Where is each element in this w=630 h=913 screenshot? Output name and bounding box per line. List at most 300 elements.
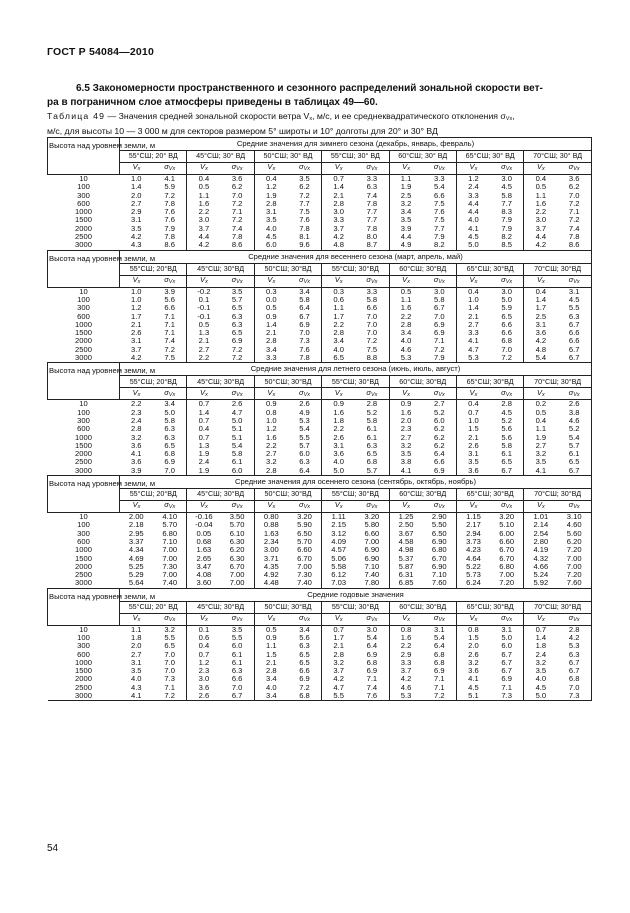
sigma-value-cell: 6.90 <box>423 563 457 571</box>
sigma-value-cell: 5.4 <box>423 183 457 191</box>
sigma-value-cell: 7.1 <box>423 675 457 683</box>
vx-value-cell: 0.5 <box>266 624 277 634</box>
sigma-value-cell: 7.1 <box>355 675 389 683</box>
symbol-subscript: Vx <box>236 166 243 173</box>
symbol-vx <box>254 275 288 287</box>
symbol-main: σ <box>501 387 506 397</box>
vx-value-cell: 2.2 <box>266 440 277 450</box>
vx-value-cell: 3.2 <box>400 440 412 450</box>
vx-value-cell: 0.6 <box>333 294 344 304</box>
vx-value-cell: 3.00 <box>263 545 279 555</box>
sigma-value-cell: 6.3 <box>220 667 254 675</box>
symbol-main: V <box>199 275 206 285</box>
sigma-value-cell: 6.3 <box>288 458 322 466</box>
vx-value-cell: 4.98 <box>398 545 414 555</box>
height-cell: 1500 <box>75 328 92 338</box>
sigma-value-cell: 6.8 <box>557 675 591 683</box>
symbol-subscript: x <box>474 617 478 624</box>
vx-value-cell: 0.6 <box>198 632 210 642</box>
symbol-row <box>48 163 592 175</box>
symbol-subscript: Vx <box>168 279 176 286</box>
height-cell: 10 <box>79 399 88 409</box>
sigma-value-cell: 6.7 <box>490 659 524 667</box>
vx-value-cell: 1.15 <box>466 512 481 522</box>
vx-value-cell: 1.4 <box>266 319 277 329</box>
symbol-main: σ <box>568 500 574 510</box>
symbol-subscript: Vx <box>236 504 243 511</box>
symbol-sigma-vx <box>423 275 457 287</box>
sigma-value-cell: 4.5 <box>490 409 524 417</box>
sector-header: 50°СШ; 30°ВД <box>254 376 321 388</box>
vx-value-cell: 1.7 <box>333 632 344 642</box>
caption-text-part-3: , <box>512 111 515 121</box>
sigma-value-cell: 8.2 <box>423 241 457 250</box>
sigma-value-cell: 7.00 <box>220 579 254 588</box>
symbol-subscript: Vx <box>236 617 243 624</box>
sector-header: 55°СШ; 20° ВД <box>120 601 187 613</box>
sigma-value-cell: 5.2 <box>490 417 524 425</box>
sigma-value-cell: 7.9 <box>490 216 524 224</box>
sigma-value-cell: 7.2 <box>288 192 322 200</box>
vx-value-cell: 0.9 <box>266 632 277 642</box>
vx-value-cell: 4.1 <box>524 467 558 476</box>
sigma-value-cell: 5.4 <box>220 442 254 450</box>
sigma-value-cell: 6.1 <box>220 651 254 659</box>
vx-value-cell: 1.6 <box>198 198 210 208</box>
sigma-value-cell: 6.7 <box>423 304 457 312</box>
symbol-subscript: x <box>137 617 141 624</box>
sigma-value-cell: 6.70 <box>220 563 254 571</box>
symbol-main: V <box>334 162 340 172</box>
vx-value-cell: 3.3 <box>468 328 479 338</box>
sigma-value-cell: 6.7 <box>490 667 524 675</box>
sector-header: 70°СШ; 30°ВД <box>524 489 592 501</box>
sector-header: 45°СШ; 30°ВД <box>187 489 254 501</box>
symbol-vx <box>322 275 356 287</box>
vx-value-cell: 3.2 <box>266 457 277 467</box>
sigma-value-cell: 6.2 <box>423 425 457 433</box>
height-cell: 3000 <box>48 467 120 476</box>
sigma-value-cell: 5.5 <box>288 434 322 442</box>
vx-value-cell: 2.15 <box>331 520 347 530</box>
sector-header: 50°СШ; 30°ВД <box>254 601 321 613</box>
sigma-value-cell: 6.30 <box>220 538 254 546</box>
symbol-sigma-vx <box>220 501 254 513</box>
vx-value-cell: 0.7 <box>198 432 210 442</box>
symbol-sigma-vx <box>288 613 322 625</box>
symbol-subscript: Vx <box>438 391 445 398</box>
sigma-value-cell: 7.4 <box>153 337 187 345</box>
symbol-subscript: x <box>407 391 410 398</box>
vx-value-cell: 2.17 <box>466 520 481 530</box>
sigma-value-cell: 5.3 <box>557 642 591 650</box>
symbol-main: σ <box>366 387 371 397</box>
vx-value-cell: 5.37 <box>398 553 414 563</box>
symbol-main: σ <box>298 613 304 623</box>
vx-value-cell: 3.6 <box>535 328 547 338</box>
height-cell: 600 <box>77 198 90 208</box>
sigma-value-cell: 7.1 <box>557 208 591 216</box>
vx-value-cell: 1.9 <box>400 182 412 192</box>
vx-value-cell: 4.19 <box>533 545 549 555</box>
sigma-value-cell: 5.2 <box>557 425 591 433</box>
vx-value-cell: 4.2 <box>187 241 221 250</box>
vx-value-cell: 1.3 <box>198 328 210 338</box>
symbol-subscript: Vx <box>168 166 176 173</box>
symbol-subscript: x <box>137 166 141 173</box>
vx-value-cell: 2.2 <box>187 354 221 363</box>
sigma-value-cell: 8.6 <box>557 241 591 250</box>
symbol-vx <box>524 613 558 625</box>
sigma-value-cell: 6.9 <box>355 667 389 675</box>
sigma-value-cell: 7.9 <box>423 354 457 363</box>
table-label: Таблица 49 <box>47 111 106 121</box>
sigma-value-cell: 3.5 <box>288 175 322 184</box>
symbol-main: V <box>402 387 408 397</box>
sigma-value-cell: 6.2 <box>557 183 591 191</box>
height-cell: 300 <box>77 641 90 651</box>
vx-value-cell: 5.06 <box>331 553 347 563</box>
sigma-value-cell: 6.5 <box>557 458 591 466</box>
vx-value-cell: 0.4 <box>535 286 547 296</box>
symbol-sigma-vx <box>423 613 457 625</box>
vx-value-cell: 3.3 <box>254 354 288 363</box>
sigma-value-cell: 3.3 <box>355 287 389 296</box>
vx-value-cell: 1.1 <box>400 294 412 304</box>
vx-value-cell: 4.32 <box>533 553 549 563</box>
sigma-value-cell: 7.1 <box>153 313 187 321</box>
symbol-main: σ <box>231 162 237 172</box>
sigma-value-cell: 7.4 <box>355 192 389 200</box>
vx-value-cell: 0.8 <box>400 624 412 634</box>
wind-speed-table <box>47 137 592 701</box>
sigma-value-cell: 7.6 <box>153 208 187 216</box>
symbol-subscript: x <box>474 504 478 511</box>
vx-value-cell: 2.1 <box>333 190 344 200</box>
sigma-value-cell: 7.2 <box>153 192 187 200</box>
sigma-value-cell: 7.8 <box>557 233 591 241</box>
vx-value-cell: 2.0 <box>400 415 412 425</box>
symbol-subscript: Vx <box>505 166 513 173</box>
sigma-value-cell: 6.4 <box>423 450 457 458</box>
sigma-value-cell: 8.6 <box>153 241 187 250</box>
height-cell: 1500 <box>75 215 92 225</box>
sigma-value-cell: 7.6 <box>355 692 389 701</box>
sigma-value-cell: 6.5 <box>288 659 322 667</box>
sigma-value-cell: 7.10 <box>355 563 389 571</box>
vx-value-cell: 1.7 <box>333 311 344 321</box>
section-heading-line-1: 6.5 Закономерности пространственного и сезонного распределений зональной скорости вет- <box>76 83 543 94</box>
symbol-subscript: x <box>137 391 141 398</box>
vx-value-cell: 2.2 <box>130 399 142 409</box>
sigma-value-cell: 3.50 <box>220 513 254 522</box>
vx-value-cell: 1.8 <box>130 632 142 642</box>
sector-header: 55°СШ; 30°ВД <box>322 263 389 275</box>
symbol-vx <box>456 388 490 400</box>
symbol-subscript: Vx <box>370 617 378 624</box>
vx-value-cell: 2.54 <box>533 528 549 538</box>
sigma-value-cell: 4.6 <box>557 417 591 425</box>
vx-value-cell: 1.3 <box>198 440 210 450</box>
vx-value-cell: 1.2 <box>198 657 210 667</box>
height-cell: 2000 <box>75 336 92 346</box>
sigma-value-cell: 6.80 <box>490 563 524 571</box>
sigma-value-cell: 6.5 <box>490 458 524 466</box>
vx-value-cell: 5.5 <box>322 692 356 701</box>
season-title-row <box>48 476 592 489</box>
height-cell: 3000 <box>48 692 120 701</box>
symbol-main: V <box>132 613 138 623</box>
symbol-subscript: x <box>137 504 141 511</box>
sigma-value-cell: 6.3 <box>153 425 187 433</box>
table-row <box>48 579 592 588</box>
symbol-subscript: Vx <box>573 617 580 624</box>
vx-value-cell: 3.1 <box>535 319 547 329</box>
sigma-value-cell: 6.7 <box>557 346 591 354</box>
sigma-value-cell: 6.70 <box>423 555 457 563</box>
sigma-value-cell: 6.9 <box>423 329 457 337</box>
vx-value-cell: 2.8 <box>266 336 277 346</box>
vx-value-cell: 0.7 <box>333 174 344 183</box>
symbol-subscript: x <box>137 279 141 286</box>
vx-value-cell: 2.34 <box>263 536 279 546</box>
vx-value-cell: 0.8 <box>266 407 277 417</box>
page-number: 54 <box>47 843 59 854</box>
vx-value-cell: 3.4 <box>400 207 412 217</box>
vx-value-cell: 4.4 <box>198 232 210 242</box>
sigma-value-cell: 3.5 <box>220 625 254 634</box>
symbol-sigma-vx <box>220 388 254 400</box>
symbol-vx <box>389 613 423 625</box>
sigma-value-cell: 6.0 <box>423 417 457 425</box>
vx-value-cell: 5.1 <box>456 692 490 701</box>
vx-value-cell: 1.6 <box>535 198 547 208</box>
vx-value-cell: 5.24 <box>533 570 549 580</box>
sigma-value-cell: 7.1 <box>423 684 457 692</box>
vx-value-cell: 2.5 <box>535 311 547 321</box>
caption-text-part-1: — Значения средней зональной скорости ветра V <box>105 111 310 121</box>
symbol-sigma-vx <box>153 163 187 175</box>
sigma-value-cell: 5.4 <box>355 634 389 642</box>
symbol-main: σ <box>231 387 237 397</box>
vx-value-cell: 3.1 <box>266 207 277 217</box>
vx-value-cell: 2.2 <box>333 319 344 329</box>
symbol-subscript: Vx <box>370 279 378 286</box>
vx-value-cell: 0.05 <box>196 528 212 538</box>
symbol-main: σ <box>366 162 371 172</box>
symbol-main: V <box>132 387 138 397</box>
symbol-sigma-vx <box>557 613 591 625</box>
vx-value-cell: 1.4 <box>535 294 547 304</box>
vx-value-cell: 0.4 <box>468 286 479 296</box>
vx-value-cell: 2.6 <box>468 649 479 659</box>
vx-value-cell: 0.1 <box>198 624 210 634</box>
sigma-value-cell: 6.9 <box>355 651 389 659</box>
sigma-value-cell: 6.2 <box>220 183 254 191</box>
sigma-value-cell: 7.60 <box>423 579 457 588</box>
symbol-subscript: x <box>339 166 343 173</box>
vx-value-cell: 3.1 <box>130 336 142 346</box>
sigma-value-cell: 6.3 <box>220 313 254 321</box>
sigma-value-cell: 6.8 <box>423 659 457 667</box>
height-cell: 10 <box>79 624 88 634</box>
vx-value-cell: 2.9 <box>130 207 142 217</box>
vx-value-cell: 3.1 <box>130 657 142 667</box>
sigma-value-cell: 7.0 <box>153 659 187 667</box>
vx-value-cell: 5.0 <box>456 241 490 250</box>
sector-header: 60°СШ; 30°ВД <box>389 489 456 501</box>
vx-value-cell: 5.92 <box>524 579 558 588</box>
vx-value-cell: 4.2 <box>524 241 558 250</box>
sigma-value-cell: 2.6 <box>220 400 254 409</box>
vx-value-cell: 4.4 <box>400 232 412 242</box>
vx-value-cell: 4.34 <box>128 545 144 555</box>
document-header: ГОСТ Р 54084—2010 <box>47 46 155 58</box>
symbol-main: σ <box>433 387 439 397</box>
sigma-value-cell: 7.3 <box>557 692 591 701</box>
vx-value-cell: 1.2 <box>468 174 479 183</box>
symbol-vx <box>187 388 221 400</box>
sigma-value-cell: 7.0 <box>153 467 187 476</box>
sigma-value-cell: 3.20 <box>288 513 322 522</box>
sigma-value-cell: 7.6 <box>288 216 322 224</box>
vx-value-cell: 4.1 <box>468 674 479 684</box>
symbol-subscript: Vx <box>168 617 176 624</box>
vx-value-cell: 4.1 <box>120 692 154 701</box>
sigma-value-cell: 6.9 <box>423 467 457 476</box>
symbol-subscript: x <box>272 504 276 511</box>
vx-value-cell: 2.1 <box>130 319 142 329</box>
symbol-subscript: Vx <box>168 391 176 398</box>
symbol-vx <box>322 613 356 625</box>
sigma-value-cell: 8.8 <box>355 354 389 363</box>
vx-value-cell: 5.87 <box>398 561 414 571</box>
symbol-sigma-vx <box>355 501 389 513</box>
vx-value-cell: 0.4 <box>198 424 210 434</box>
sigma-value-cell: 8.2 <box>490 233 524 241</box>
symbol-subscript: Vx <box>236 279 243 286</box>
sigma-value-cell: 7.00 <box>355 538 389 546</box>
sigma-value-cell: 3.1 <box>557 287 591 296</box>
symbol-vx <box>120 501 154 513</box>
sigma-value-cell: 7.20 <box>557 546 591 554</box>
vx-value-cell: 4.0 <box>266 682 277 692</box>
symbol-subscript: x <box>272 617 276 624</box>
sigma-value-cell: 3.1 <box>490 625 524 634</box>
vx-value-cell: 2.65 <box>196 553 212 563</box>
sigma-value-cell: 7.1 <box>153 329 187 337</box>
symbol-main: V <box>536 613 543 623</box>
symbol-subscript: x <box>474 166 478 173</box>
symbol-sigma-vx <box>557 388 591 400</box>
sigma-value-cell: 5.70 <box>153 521 187 529</box>
vx-value-cell: 4.4 <box>468 198 479 208</box>
symbol-subscript: Vx <box>370 391 378 398</box>
symbol-main: V <box>199 162 206 172</box>
sigma-value-cell: 7.0 <box>153 651 187 659</box>
season-title-row <box>48 588 592 601</box>
vx-value-cell: 0.9 <box>266 399 277 409</box>
symbol-main: σ <box>231 500 237 510</box>
sigma-value-cell: 7.2 <box>220 354 254 363</box>
vx-value-cell: 2.6 <box>333 432 344 442</box>
sigma-value-cell: 7.6 <box>423 208 457 216</box>
symbol-sigma-vx <box>490 613 524 625</box>
symbol-main: V <box>469 500 475 510</box>
sigma-value-cell: 7.8 <box>288 225 322 233</box>
symbol-vx <box>120 388 154 400</box>
vx-value-cell: 1.9 <box>187 467 221 476</box>
vx-value-cell: 0.7 <box>468 407 479 417</box>
vx-value-cell: 0.7 <box>198 649 210 659</box>
symbol-subscript: x <box>272 391 276 398</box>
sigma-value-cell: 5.8 <box>423 296 457 304</box>
vx-value-cell: 1.1 <box>266 641 277 651</box>
vx-value-cell: 2.7 <box>468 319 479 329</box>
sigma-value-cell: 7.1 <box>153 684 187 692</box>
vx-value-cell: 2.1 <box>266 328 277 338</box>
vx-value-cell: 1.1 <box>333 303 344 313</box>
vx-value-cell: 1.7 <box>535 303 547 313</box>
sigma-value-cell: 7.8 <box>153 233 187 241</box>
sigma-value-cell: 6.50 <box>423 530 457 538</box>
symbol-subscript: x <box>339 391 343 398</box>
symbol-main: σ <box>433 275 439 285</box>
vx-value-cell: 4.2 <box>333 674 344 684</box>
symbol-vx <box>187 613 221 625</box>
symbol-main: V <box>267 275 273 285</box>
symbol-vx <box>524 163 558 175</box>
height-cell: 600 <box>77 311 90 321</box>
symbol-subscript: x <box>542 391 545 398</box>
vx-value-cell: 2.8 <box>333 198 344 208</box>
sigma-value-cell: 7.4 <box>220 225 254 233</box>
sigma-value-cell: 7.00 <box>153 546 187 554</box>
height-cell: 1000 <box>75 657 92 667</box>
sigma-value-cell: 7.40 <box>153 579 187 588</box>
symbol-vx <box>254 613 288 625</box>
sigma-value-cell: 7.3 <box>153 675 187 683</box>
sigma-value-cell: 7.0 <box>220 684 254 692</box>
vx-value-cell: 3.5 <box>130 666 142 676</box>
sigma-value-cell: 6.60 <box>490 538 524 546</box>
vx-value-cell: 2.1 <box>333 641 344 651</box>
sigma-value-cell: 6.4 <box>423 642 457 650</box>
sigma-value-cell: 6.8 <box>355 659 389 667</box>
symbol-subscript: Vx <box>573 166 580 173</box>
sigma-value-cell: 3.6 <box>220 175 254 184</box>
vx-value-cell: 1.8 <box>333 415 344 425</box>
symbol-main: V <box>199 613 206 623</box>
vx-value-cell: 3.4 <box>266 674 277 684</box>
sigma-value-cell: 5.8 <box>153 417 187 425</box>
vx-value-cell: 1.9 <box>535 432 547 442</box>
vx-value-cell: 5.3 <box>389 692 423 701</box>
vx-value-cell: 4.0 <box>333 457 344 467</box>
sigma-value-cell: 8.1 <box>288 233 322 241</box>
vx-value-cell: -0.2 <box>197 286 211 296</box>
symbol-sigma-vx <box>288 388 322 400</box>
symbol-vx <box>389 501 423 513</box>
vx-value-cell: 2.14 <box>533 520 549 530</box>
sigma-value-cell: 7.5 <box>423 216 457 224</box>
symbol-subscript: x <box>542 617 545 624</box>
vx-value-cell: 4.69 <box>128 553 144 563</box>
vx-value-cell: 2.8 <box>400 319 412 329</box>
vx-value-cell: 1.8 <box>535 641 547 651</box>
sigma-value-cell: 5.7 <box>220 296 254 304</box>
sigma-value-cell: 7.7 <box>490 200 524 208</box>
